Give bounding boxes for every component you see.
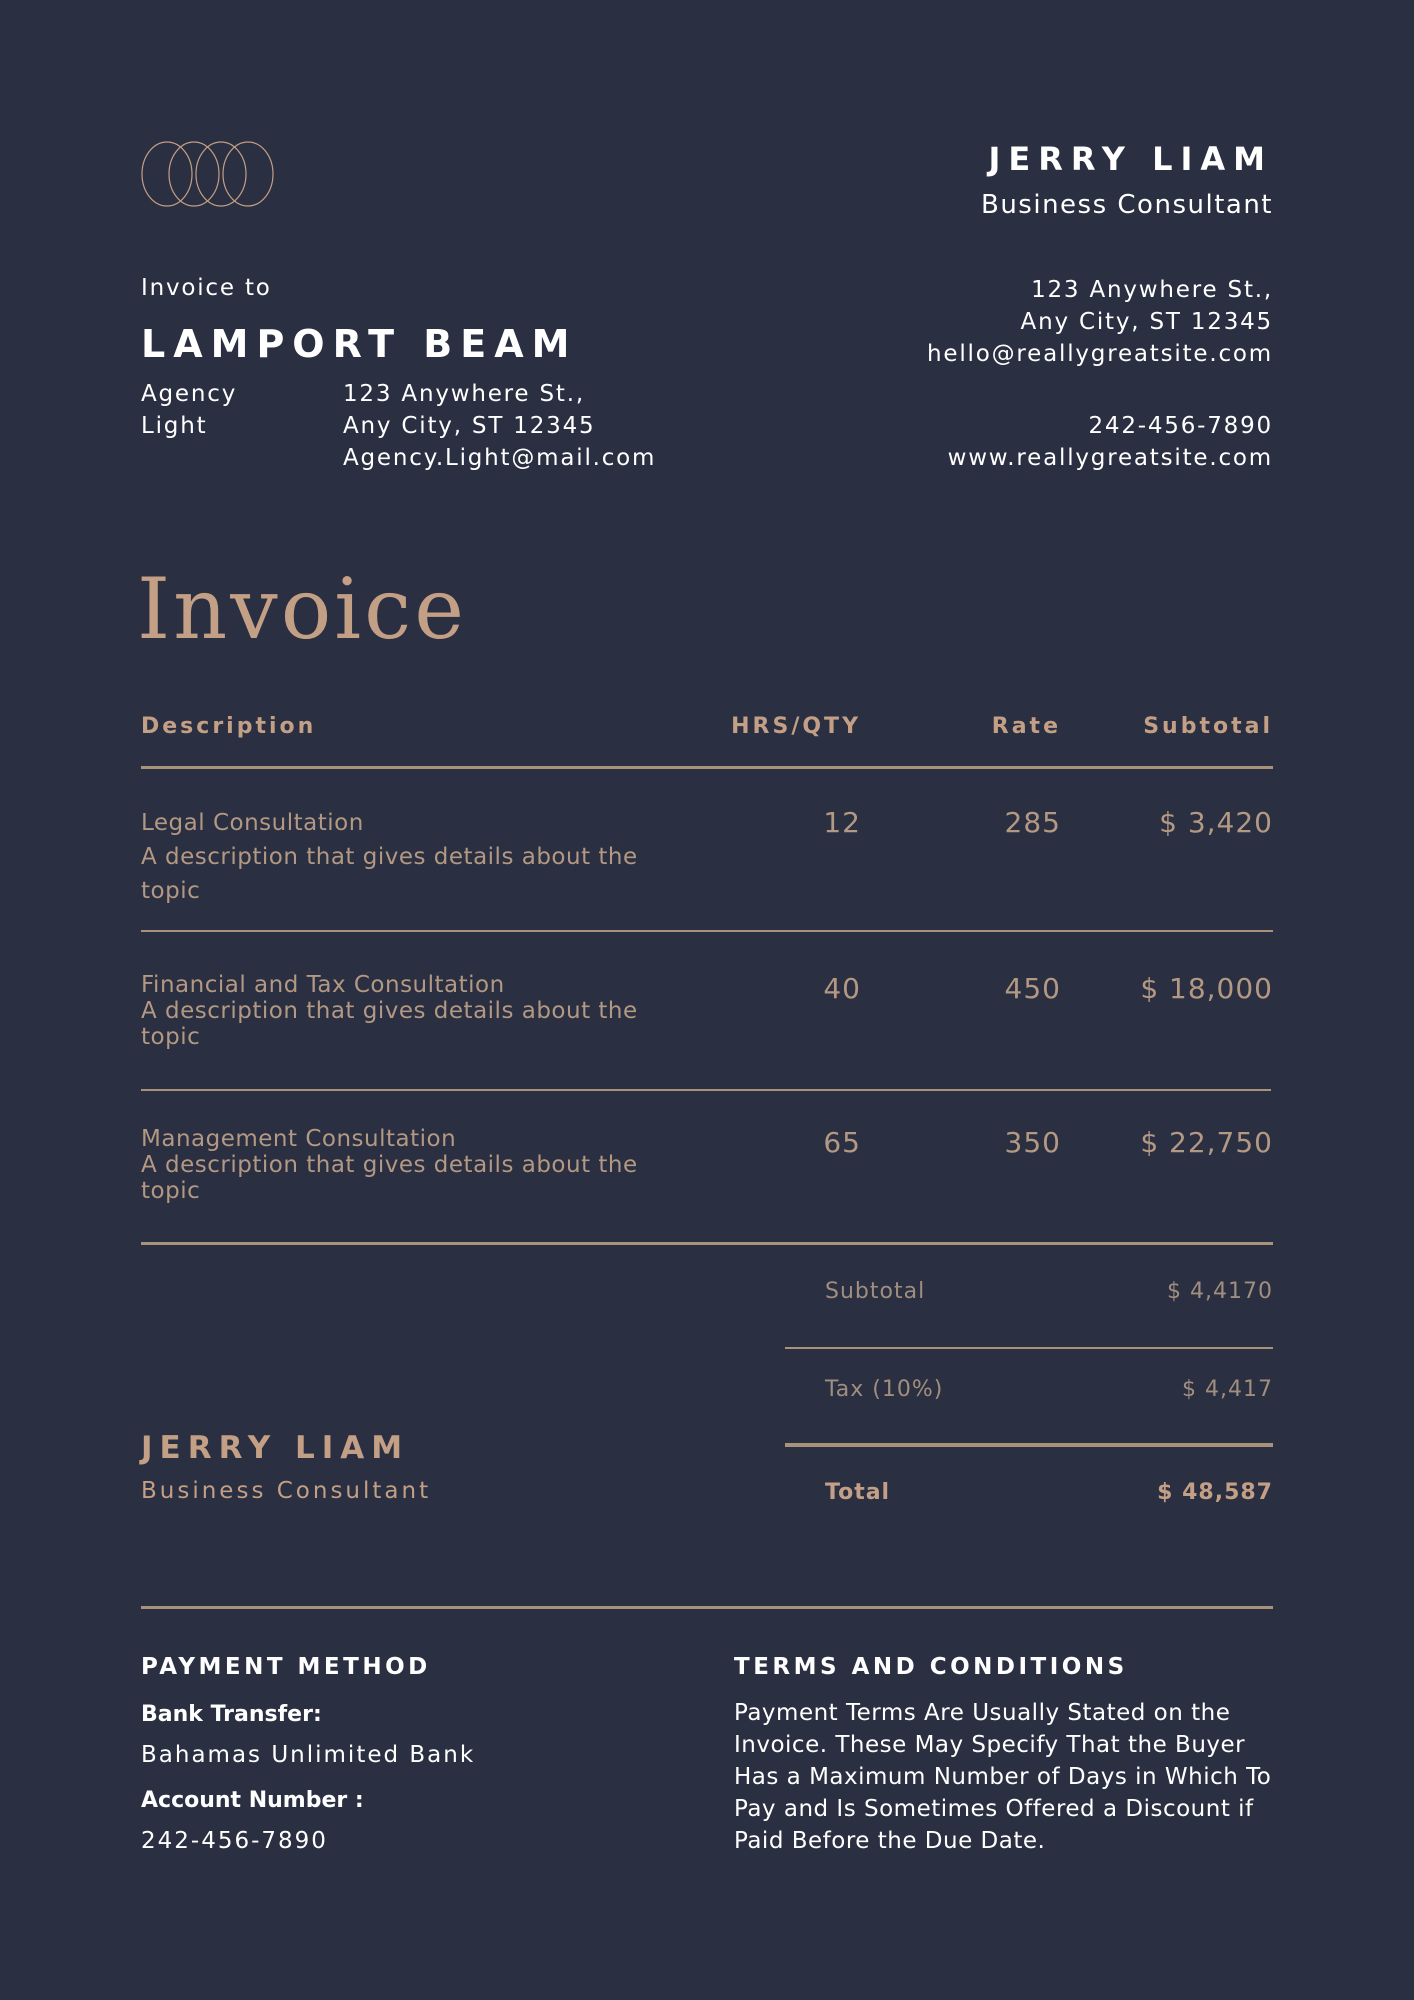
client-agency-line2: Light	[141, 413, 208, 439]
logo-rings-icon	[141, 140, 275, 208]
table-row	[141, 806, 661, 908]
client-agency	[141, 378, 321, 442]
row-subtotal: $ 3,420	[1159, 806, 1273, 839]
row-rate: 450	[1004, 972, 1061, 1005]
client-address-line2: Any City, ST 12345	[343, 413, 596, 439]
row-subtotal: $ 18,000	[1140, 972, 1273, 1005]
row-divider	[141, 930, 1273, 932]
row-qty: 65	[823, 1126, 861, 1159]
tax-value: $ 4,417	[1182, 1377, 1273, 1402]
signature-name: JERRY LIAM	[141, 1430, 410, 1466]
client-address-line1: 123 Anywhere St.,	[343, 381, 585, 407]
row-title: Legal Consultation	[141, 810, 364, 836]
header-subtotal: Subtotal	[1143, 714, 1273, 739]
client-name: LAMPORT BEAM	[141, 322, 578, 366]
row-qty: 40	[823, 972, 861, 1005]
header-divider	[141, 766, 1273, 769]
table-row	[141, 1126, 661, 1204]
sender-website: www.reallygreatsite.com	[947, 445, 1273, 471]
row-divider	[141, 1089, 1271, 1091]
row-description: A description that gives details about the topic	[141, 998, 638, 1050]
sender-address-line1: 123 Anywhere St.,	[1031, 277, 1273, 303]
bank-label: Bank Transfer:	[141, 1702, 322, 1727]
subtotal-divider	[785, 1347, 1273, 1349]
subtotal-value: $ 4,4170	[1167, 1279, 1273, 1304]
sender-email: hello@reallygreatsite.com	[927, 341, 1273, 367]
sender-address	[927, 274, 1273, 370]
row-title: Management Consultation	[141, 1126, 457, 1152]
sender-role: Business Consultant	[980, 190, 1273, 220]
client-address	[343, 378, 656, 474]
page-title: Invoice	[137, 560, 467, 658]
total-label: Total	[825, 1480, 891, 1505]
bank-name: Bahamas Unlimited Bank	[141, 1742, 476, 1768]
header-qty: HRS/QTY	[731, 714, 861, 739]
table-row	[141, 972, 661, 1050]
sender-name: JERRY LIAM	[988, 140, 1273, 178]
sender-contact	[948, 410, 1273, 474]
client-agency-line1: Agency	[141, 381, 238, 407]
sender-address-line2: Any City, ST 12345	[1020, 309, 1273, 335]
tax-label: Tax (10%)	[825, 1377, 944, 1402]
signature-role: Business Consultant	[141, 1478, 432, 1504]
header-rate: Rate	[991, 714, 1061, 739]
row-title: Financial and Tax Consultation	[141, 972, 505, 998]
footer-divider	[141, 1606, 1273, 1609]
row-description: A description that gives details about the topic	[141, 1152, 638, 1204]
account-number: 242-456-7890	[141, 1828, 328, 1854]
client-email: Agency.Light@mail.com	[343, 445, 657, 471]
row-rate: 285	[1004, 806, 1061, 839]
account-label: Account Number :	[141, 1788, 364, 1813]
row-description: A description that gives details about the topic	[141, 844, 638, 904]
total-value: $ 48,587	[1157, 1480, 1273, 1505]
terms-text: Payment Terms Are Usually Stated on the Invoice. These May Specify That the Buyer Has a Maximum Number of Days in Which To Pay and Is Sometimes Offered a Discount if Paid Before the Due Date.	[734, 1700, 1272, 1854]
payment-heading: PAYMENT METHOD	[141, 1654, 431, 1680]
invoice-to-label: Invoice to	[141, 275, 272, 301]
subtotal-label: Subtotal	[825, 1279, 926, 1304]
row-rate: 350	[1004, 1126, 1061, 1159]
table-bottom-divider	[141, 1242, 1273, 1245]
tax-divider	[785, 1443, 1273, 1447]
row-subtotal: $ 22,750	[1140, 1126, 1273, 1159]
header-description: Description	[141, 714, 317, 739]
sender-phone: 242-456-7890	[1088, 413, 1273, 439]
terms-heading: TERMS AND CONDITIONS	[734, 1654, 1128, 1680]
row-qty: 12	[823, 806, 861, 839]
